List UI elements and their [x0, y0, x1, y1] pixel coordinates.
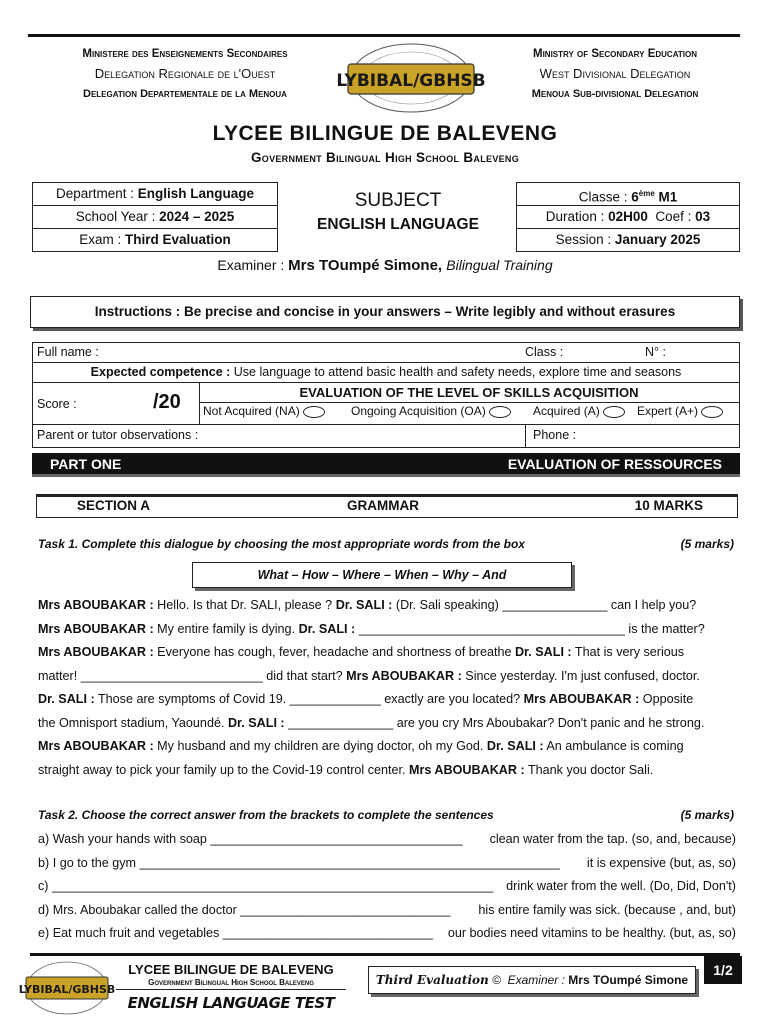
footer-test-title: ENGLISH LANGUAGE TEST [127, 994, 335, 1012]
subject-block [284, 182, 512, 252]
task1-title: Task 1. Complete this dialogue by choosing the most appropriate words from the box [38, 537, 525, 551]
header-right-line1: Ministry of Secondary Education [533, 48, 697, 60]
footer-examiner: Mrs TOumpé Simone [568, 973, 689, 987]
top-rule [28, 34, 740, 37]
session-value: January 2025 [614, 232, 701, 247]
number-label: N° : [645, 345, 666, 359]
competence-value: Use language to attend basic health and safety needs, explore time and seasons [233, 365, 682, 379]
footer-rule [30, 953, 740, 956]
session-row: Session : January 2025 [555, 232, 701, 247]
header-left-line3: Delegation Departementale de la Menoua [83, 88, 287, 100]
subject-label: SUBJECT [354, 190, 442, 211]
student-info-table [32, 342, 740, 448]
header-right-ministry [480, 44, 750, 104]
level-not-acquired: Not Acquired (NA) [203, 404, 325, 418]
class-row: Classe : 6ème M1 [517, 183, 739, 206]
svg-text:LYBIBAL/GBHSB: LYBIBAL/GBHSB [18, 983, 116, 996]
part-label: PART ONE [50, 456, 122, 472]
school-subtitle: Government Bilingual High School Baleveng [250, 150, 520, 165]
parent-observations-label: Parent or tutor observations : [37, 428, 199, 442]
task2-title: Task 2. Choose the correct answer from the brackets to complete the sentences [38, 808, 494, 822]
dialogue-line: matter! __________________________ did that start? Mrs ABOUBAKAR : Since yesterday. I'm just confused, doctor. [38, 668, 700, 683]
exam-row: Exam : Third Evaluation [79, 232, 231, 247]
header-left-line2: Delegation Regionale de l'Ouest [94, 66, 276, 81]
logo-text: LYBIBAL/GBHSB [336, 71, 486, 91]
footer-school: LYCEE BILINGUE DE BALEVENG [128, 962, 334, 977]
competence-label: Expected competence : [90, 365, 234, 379]
dialogue-line: Mrs ABOUBAKAR : Everyone has cough, fever, headache and shortness of breathe Dr. SALI : That is very serious [38, 645, 685, 659]
not-acquired-checkbox[interactable] [303, 406, 325, 418]
sentence-item: e) Eat much fruit and vegetables ______________________________ our bodies need vitamins to be healthy. (but, as, so) [38, 926, 736, 940]
full-name-label: Full name : [37, 345, 99, 359]
school-logo [336, 40, 486, 116]
expert-checkbox[interactable] [701, 406, 723, 418]
section-a-header [36, 494, 738, 518]
duration-value: 02H00 [608, 209, 648, 224]
examiner-line: Examiner : Mrs TOumpé Simone, Bilingual Training [217, 257, 553, 274]
evaluation-title: EVALUATION OF THE LEVEL OF SKILLS ACQUISITION [199, 383, 739, 403]
section-marks: 10 MARKS [634, 498, 703, 513]
sentence-item: d) Mrs. Aboubakar called the doctor ______________________________ his entire family was sick. (because , and, but) [38, 902, 736, 917]
part-one-banner [32, 453, 740, 477]
dialogue-line: Mrs ABOUBAKAR : Hello. Is that Dr. SALI, please ? Dr. SALI : (Dr. Sali speaking) _______________ can I help you? [38, 598, 697, 612]
page-number: 1/2 [704, 956, 742, 984]
level-ongoing: Ongoing Acquisition (OA) [351, 404, 511, 418]
school-year-value: 2024 – 2025 [159, 209, 235, 224]
section-name: SECTION A [77, 498, 151, 513]
task1-marks: (5 marks) [680, 537, 734, 551]
header-left-ministry [30, 44, 340, 104]
score-value: /20 [153, 391, 181, 413]
sentence-item: b) I go to the gym ____________________________________________________________ it is expensive (but, as, so) [38, 855, 736, 870]
dialogue-line: Mrs ABOUBAKAR : My husband and my children are dying doctor, oh my God. Dr. SALI : An ambulance is coming [38, 739, 684, 753]
footer-logo [18, 960, 116, 1016]
sentence-item: a) Wash your hands with soap ____________________________________ clean water from the tap. (so, and, because) [38, 832, 736, 846]
ongoing-checkbox[interactable] [489, 406, 511, 418]
exam-info-left [32, 182, 278, 252]
school-title: LYCEE BILINGUE DE BALEVENG [212, 122, 558, 145]
exam-value: Third Evaluation [125, 232, 231, 247]
header-right-line2: West Divisional Delegation [539, 66, 691, 81]
subject-value: ENGLISH LANGUAGE [317, 216, 479, 233]
dialogue-line: Dr. SALI : Those are symptoms of Covid 19. _____________ exactly are you located? Mrs ABOUBAKAR : Opposite [38, 692, 694, 706]
instructions-box: Instructions : Be precise and concise in your answers – Write legibly and without erasures [30, 296, 740, 328]
task2-sentences [38, 828, 736, 946]
section-topic: GRAMMAR [347, 498, 419, 513]
part-title: EVALUATION OF RESSOURCES [507, 456, 722, 472]
exam-info-right [516, 182, 740, 252]
duration-row: Duration : 02H00 Coef : 03 [517, 206, 739, 229]
footer-evaluation-box: Third Evaluation © Examiner : Mrs TOumpé Simone [368, 966, 696, 994]
dialogue-line: Mrs ABOUBAKAR : My entire family is dying. Dr. SALI : ______________________________________ is the matter? [38, 621, 705, 636]
acquired-checkbox[interactable] [603, 406, 625, 418]
score-label: Score : [37, 397, 77, 411]
task2-marks: (5 marks) [680, 808, 734, 822]
level-acquired: Acquired (A) [533, 404, 625, 418]
coef-value: 03 [695, 209, 711, 224]
school-year-row: School Year : 2024 – 2025 [33, 206, 277, 229]
level-expert: Expert (A+) [637, 404, 723, 418]
dialogue-line: the Omnisport stadium, Yaoundé. Dr. SALI : _______________ are you cry Mrs Aboubakar? Don't panic and he strong. [38, 715, 705, 730]
examiner-name: Mrs TOumpé Simone, [288, 257, 447, 274]
footer-school-sub: Government Bilingual High School Baleveng [116, 978, 346, 990]
department-row: Department : English Language [33, 183, 277, 206]
department-value: English Language [137, 186, 255, 201]
class-value: 6 [631, 189, 639, 205]
phone-label: Phone : [533, 428, 577, 442]
dialogue-line: straight away to pick your family up to the Covid-19 control center. Mrs ABOUBAKAR : Thank you doctor Sali. [38, 762, 654, 777]
class-label: Class : [525, 345, 564, 359]
header-left-line1: Ministere des Enseignements Secondaires [82, 48, 288, 60]
footer-evaluation: Third Evaluation [375, 973, 489, 987]
examiner-role: Bilingual Training [446, 257, 553, 273]
word-box: What – How – Where – When – Why – And [192, 562, 572, 588]
sentence-item: c) _______________________________________________________________ drink water from the well. (Do, Did, Don't) [38, 879, 736, 893]
header-right-line3: Menoua Sub-divisional Delegation [531, 88, 699, 100]
task1-dialogue [38, 594, 736, 782]
